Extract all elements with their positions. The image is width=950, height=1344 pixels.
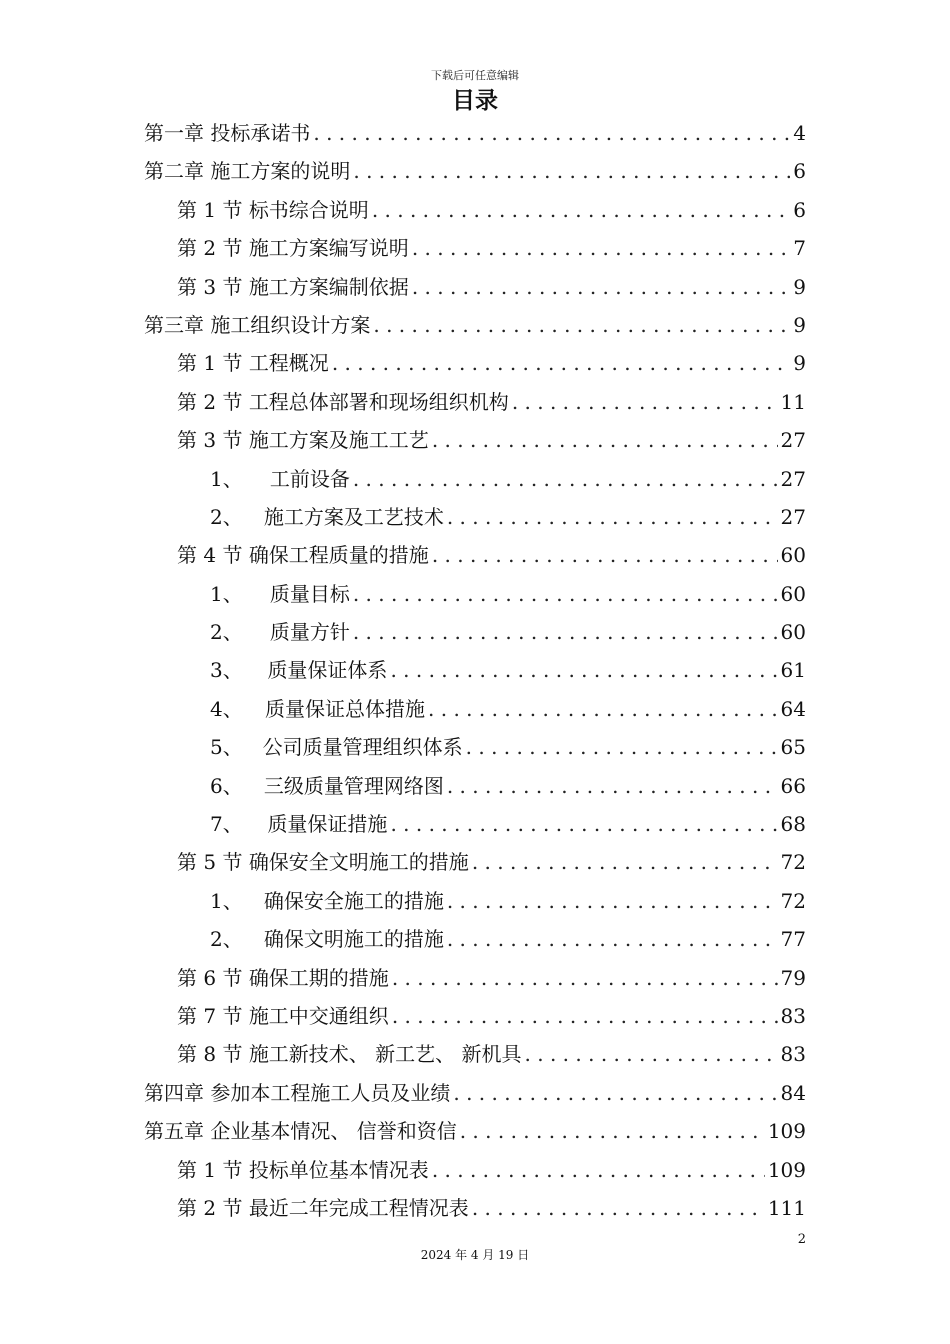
toc-entry-label: 公司质量管理组织体系	[262, 735, 463, 760]
header-note: 下载后可任意编辑	[431, 69, 519, 82]
dot-leader	[392, 959, 778, 997]
toc-entry-number: 1、	[210, 888, 243, 913]
toc-entry[interactable]	[0, 268, 806, 306]
toc-entry-number: 第 2 节	[177, 389, 243, 414]
toc-entry-label: 工前设备	[269, 466, 350, 491]
dot-leader	[353, 460, 778, 498]
toc-entry[interactable]	[0, 1151, 806, 1189]
dot-leader	[353, 613, 778, 651]
toc-entry[interactable]	[0, 575, 806, 613]
toc-entry-number: 第 6 节	[177, 965, 243, 990]
toc-entry[interactable]	[0, 613, 806, 651]
dot-leader	[390, 805, 777, 843]
dot-leader	[453, 1074, 777, 1112]
dot-leader	[353, 575, 778, 613]
toc-entry-label: 投标单位基本情况表	[248, 1157, 429, 1182]
dot-leader	[412, 268, 790, 306]
toc-entry[interactable]	[0, 1112, 806, 1150]
toc-entry-label: 质量保证措施	[267, 812, 388, 837]
toc-entry-label: 施工方案编制依据	[248, 274, 409, 299]
toc-entry-label: 工程总体部署和现场组织机构	[248, 389, 509, 414]
toc-entry-label: 施工方案及工艺技术	[263, 504, 444, 529]
dot-leader	[512, 383, 778, 421]
toc-entry-number: 1、	[210, 581, 243, 606]
toc-entry-number: 1、	[210, 466, 243, 491]
toc-entry-page: 83	[780, 1042, 806, 1067]
toc-entry-page: 68	[780, 812, 806, 837]
dot-leader	[447, 767, 778, 805]
toc-title: 目录	[452, 88, 498, 114]
dot-leader	[432, 536, 778, 574]
toc-entry-label: 三级质量管理网络图	[263, 773, 444, 798]
toc-entry-page: 111	[767, 1195, 806, 1220]
dot-leader	[428, 690, 778, 728]
toc-entry-label: 确保工期的措施	[248, 965, 389, 990]
table-of-contents	[0, 114, 950, 1227]
toc-entry-label: 确保工程质量的措施	[248, 543, 429, 568]
toc-entry-label: 质量方针	[269, 620, 350, 645]
toc-entry-label: 工程概况	[248, 351, 329, 376]
toc-entry[interactable]	[0, 152, 806, 190]
toc-entry-label: 施工方案及施工工艺	[248, 428, 429, 453]
toc-entry-page: 61	[780, 658, 806, 683]
dot-leader	[472, 843, 778, 881]
toc-entry[interactable]	[0, 997, 806, 1035]
toc-entry-page: 72	[780, 850, 806, 875]
toc-entry-page: 6	[793, 159, 806, 184]
toc-entry-label: 确保安全文明施工的措施	[248, 850, 469, 875]
toc-entry-label: 质量目标	[269, 581, 350, 606]
toc-entry[interactable]	[0, 229, 806, 267]
dot-leader	[460, 1112, 765, 1150]
toc-entry[interactable]	[0, 421, 806, 459]
toc-entry-number: 6、	[210, 773, 243, 798]
toc-entry[interactable]	[0, 536, 806, 574]
toc-entry-label: 施工组织设计方案	[210, 312, 371, 337]
dot-leader	[447, 920, 778, 958]
toc-entry-page: 9	[793, 351, 806, 376]
toc-entry-number: 7、	[210, 812, 243, 837]
toc-entry[interactable]	[0, 690, 806, 728]
toc-entry[interactable]	[0, 1074, 806, 1112]
toc-entry-label: 企业基本情况、 信誉和资信	[210, 1119, 457, 1144]
toc-entry-number: 第 7 节	[177, 1003, 243, 1028]
toc-entry-page: 77	[780, 927, 806, 952]
dot-leader	[525, 1035, 778, 1073]
toc-entry[interactable]	[0, 1035, 806, 1073]
toc-entry[interactable]	[0, 920, 806, 958]
toc-entry-number: 第 2 节	[177, 1195, 243, 1220]
toc-entry[interactable]	[0, 460, 806, 498]
toc-entry[interactable]	[0, 306, 806, 344]
dot-leader	[472, 1189, 765, 1227]
toc-entry-number: 4、	[210, 696, 243, 721]
toc-entry-number: 2、	[210, 620, 243, 645]
toc-entry-page: 4	[793, 121, 806, 145]
dot-leader	[432, 1151, 765, 1189]
dot-leader	[372, 191, 790, 229]
dot-leader	[412, 229, 790, 267]
toc-entry-number: 第 1 节	[177, 197, 243, 222]
toc-entry[interactable]	[0, 959, 806, 997]
toc-entry-page: 27	[780, 466, 806, 491]
toc-entry-label: 投标承诺书	[210, 121, 311, 145]
toc-entry[interactable]	[0, 383, 806, 421]
toc-entry-page: 60	[780, 543, 806, 568]
toc-entry-number: 第二章	[144, 159, 204, 184]
toc-entry-number: 3、	[210, 658, 243, 683]
toc-entry-page: 60	[780, 581, 806, 606]
toc-entry-number: 2、	[210, 504, 243, 529]
toc-entry-page: 27	[780, 504, 806, 529]
toc-entry-page: 109	[767, 1119, 806, 1144]
toc-entry-label: 确保安全施工的措施	[263, 888, 444, 913]
toc-entry-label: 施工新技术、 新工艺、 新机具	[248, 1042, 522, 1067]
dot-leader	[466, 728, 778, 766]
toc-entry-number: 第四章	[144, 1080, 204, 1105]
toc-entry-number: 第三章	[144, 312, 204, 337]
dot-leader	[332, 344, 790, 382]
toc-entry[interactable]	[0, 728, 806, 766]
toc-entry-number: 2、	[210, 927, 243, 952]
toc-entry-label: 质量保证体系	[267, 658, 388, 683]
dot-leader	[392, 997, 778, 1035]
toc-entry-page: 60	[780, 620, 806, 645]
toc-entry-number: 第 1 节	[177, 351, 243, 376]
toc-entry[interactable]	[0, 651, 806, 689]
toc-entry-page: 109	[767, 1157, 806, 1182]
toc-entry-number: 第 8 节	[177, 1042, 243, 1067]
toc-entry-page: 6	[793, 197, 806, 222]
toc-entry-page: 9	[793, 274, 806, 299]
toc-entry-page: 84	[780, 1080, 806, 1105]
toc-entry-number: 5、	[210, 735, 243, 760]
toc-entry[interactable]	[0, 843, 806, 881]
toc-entry[interactable]	[0, 498, 806, 536]
toc-entry-label: 参加本工程施工人员及业绩	[210, 1080, 451, 1105]
toc-entry[interactable]	[0, 191, 806, 229]
toc-entry-number: 第 3 节	[177, 274, 243, 299]
toc-entry-page: 66	[780, 773, 806, 798]
toc-entry-page: 9	[793, 312, 806, 337]
toc-entry-label: 标书综合说明	[248, 197, 369, 222]
dot-leader	[432, 421, 778, 459]
toc-entry[interactable]	[0, 344, 806, 382]
toc-entry[interactable]	[0, 767, 806, 805]
toc-entry[interactable]	[0, 882, 806, 920]
toc-entry-label: 质量保证总体措施	[265, 696, 426, 721]
toc-entry-page: 64	[780, 696, 806, 721]
toc-entry[interactable]	[0, 805, 806, 843]
dot-leader	[373, 306, 790, 344]
toc-entry-label: 施工方案的说明	[210, 159, 351, 184]
toc-entry-label: 施工中交通组织	[248, 1003, 389, 1028]
toc-entry-number: 第 1 节	[177, 1157, 243, 1182]
toc-entry-number: 第五章	[144, 1119, 204, 1144]
toc-entry[interactable]	[0, 1189, 806, 1227]
toc-entry-label: 最近二年完成工程情况表	[248, 1195, 469, 1220]
toc-entry-page: 72	[780, 888, 806, 913]
dot-leader	[353, 152, 790, 190]
toc-entry-number: 第 4 节	[177, 543, 243, 568]
footer-date: 2024 年 4 月 19 日	[420, 1248, 530, 1262]
toc-entry-page: 83	[780, 1003, 806, 1028]
toc-entry-number: 第一章	[144, 121, 204, 145]
dot-leader	[447, 882, 778, 920]
page-number: 2	[797, 1232, 806, 1247]
toc-entry-label: 确保文明施工的措施	[263, 927, 444, 952]
toc-entry-number: 第 5 节	[177, 850, 243, 875]
dot-leader	[447, 498, 778, 536]
toc-entry-page: 11	[780, 389, 806, 414]
toc-entry[interactable]	[0, 114, 806, 152]
dot-leader	[390, 651, 777, 689]
toc-entry-number: 第 3 节	[177, 428, 243, 453]
toc-entry-page: 79	[780, 965, 806, 990]
dot-leader	[313, 114, 790, 152]
toc-entry-page: 7	[793, 236, 806, 261]
toc-entry-label: 施工方案编写说明	[248, 236, 409, 261]
toc-entry-number: 第 2 节	[177, 236, 243, 261]
toc-entry-page: 65	[780, 735, 806, 760]
toc-entry-page: 27	[780, 428, 806, 453]
